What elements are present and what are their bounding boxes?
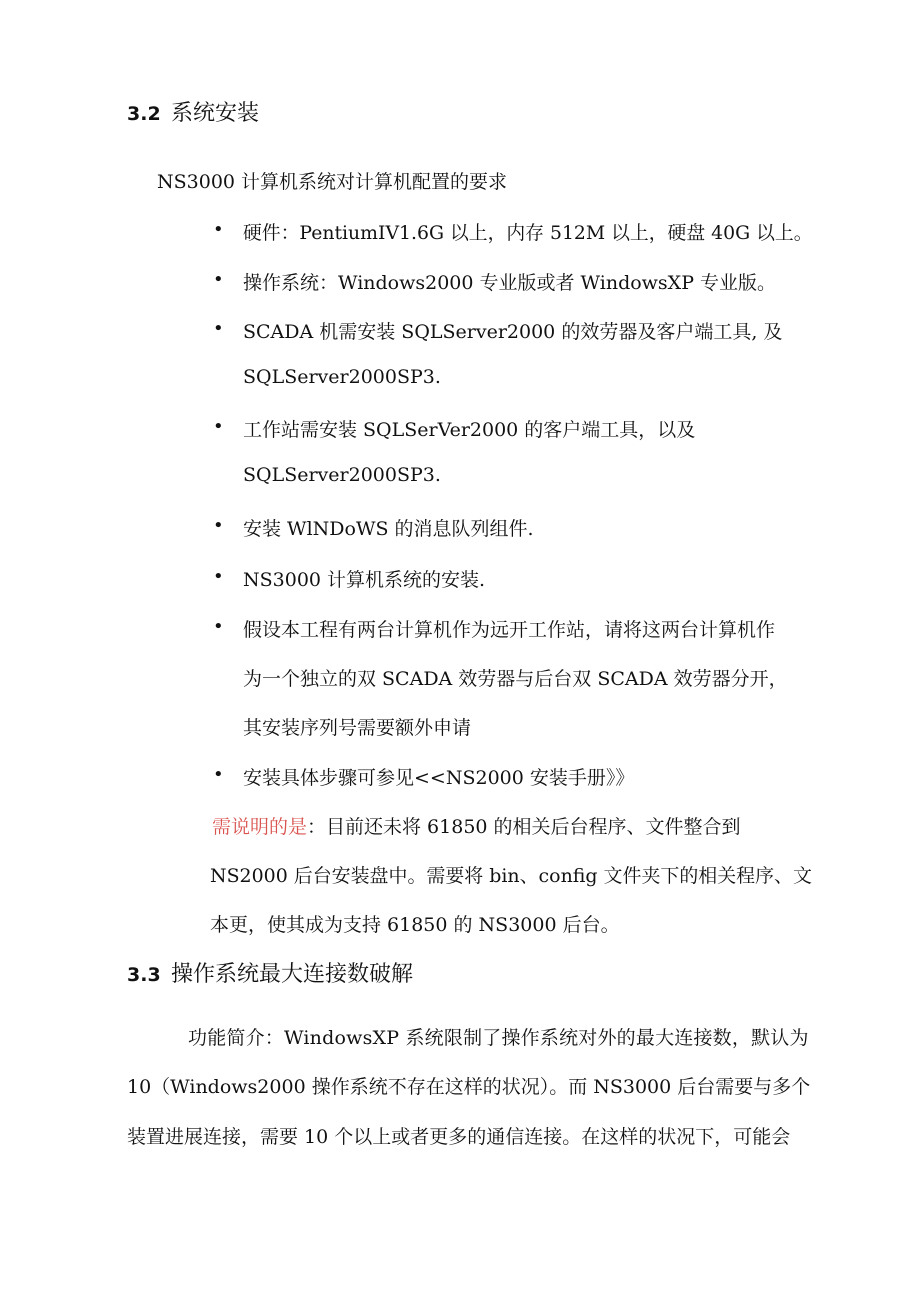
bullet-dot: • bbox=[213, 219, 224, 240]
section-heading-3-2 bbox=[127, 96, 259, 127]
bullet-scada-line2: SQLServer2000SP3. bbox=[243, 366, 441, 388]
section-title: 操作系统最大连接数破解 bbox=[171, 962, 414, 987]
bullet-dot: • bbox=[213, 616, 224, 637]
bullet-dot: • bbox=[213, 515, 224, 536]
section-heading-3-3 bbox=[127, 957, 413, 988]
section-number: 3.3 bbox=[127, 964, 161, 986]
section-number: 3.2 bbox=[127, 103, 161, 125]
bullet-remote-line1: 假设本工程有两台计算机作为远开工作站，请将这两台计算机作 bbox=[243, 619, 776, 641]
para-line1: 功能简介：WindowsXP 系统限制了操作系统对外的最大连接数，默认为 bbox=[188, 1027, 809, 1049]
bullet-os: 操作系统：Windows2000 专业版或者 WindowsXP 专业版。 bbox=[243, 272, 777, 294]
bullet-workstation-line1: 工作站需安装 SQLSerVer2000 的客户端工具，以及 bbox=[243, 419, 696, 441]
note-line1 bbox=[212, 812, 741, 839]
bullet-remote-line3: 其安装序列号需要额外申请 bbox=[243, 717, 472, 739]
note-text-1: ：目前还未将 61850 的相关后台程序、文件整合到 bbox=[307, 816, 741, 838]
note-line2: NS2000 后台安装盘中。需要将 bin、config 文件夹下的相关程序、文 bbox=[210, 865, 812, 887]
bullet-manual-ref: 安装具体步骤可参见<<NS2000 安装手册》》 bbox=[243, 767, 635, 789]
bullet-dot: • bbox=[213, 318, 224, 339]
bullet-dot: • bbox=[213, 764, 224, 785]
section-title: 系统安装 bbox=[171, 101, 260, 126]
bullet-dot: • bbox=[213, 416, 224, 437]
note-label: 需说明的是 bbox=[212, 816, 308, 838]
bullet-scada-line1: SCADA 机需安装 SQLServer2000 的效劳器及客户端工具, 及 bbox=[243, 321, 783, 343]
note-line3: 本更，使其成为支持 61850 的 NS3000 后台。 bbox=[210, 914, 620, 936]
bullet-msmq: 安装 WlNDoWS 的消息队列组件. bbox=[243, 518, 534, 540]
para-line3: 装置进展连接，需要 10 个以上或者更多的通信连接。在这样的状况下，可能会 bbox=[127, 1126, 791, 1148]
bullet-workstation-line2: SQLServer2000SP3. bbox=[243, 464, 441, 486]
bullet-dot: • bbox=[213, 269, 224, 290]
bullet-dot: • bbox=[213, 566, 224, 587]
bullet-ns3000-install: NS3000 计算机系统的安装. bbox=[243, 569, 486, 591]
bullet-hardware: 硬件：PentiumIV1.6G 以上，内存 512M 以上，硬盘 40G 以上。 bbox=[243, 222, 813, 244]
para-line2: 10（Windows2000 操作系统不存在这样的状况）。而 NS3000 后台需要与多个 bbox=[127, 1076, 811, 1098]
bullet-remote-line2: 为一个独立的双 SCADA 效劳器与后台双 SCADA 效劳器分开， bbox=[243, 668, 788, 690]
intro-text: NS3000 计算机系统对计算机配置的要求 bbox=[157, 171, 508, 193]
